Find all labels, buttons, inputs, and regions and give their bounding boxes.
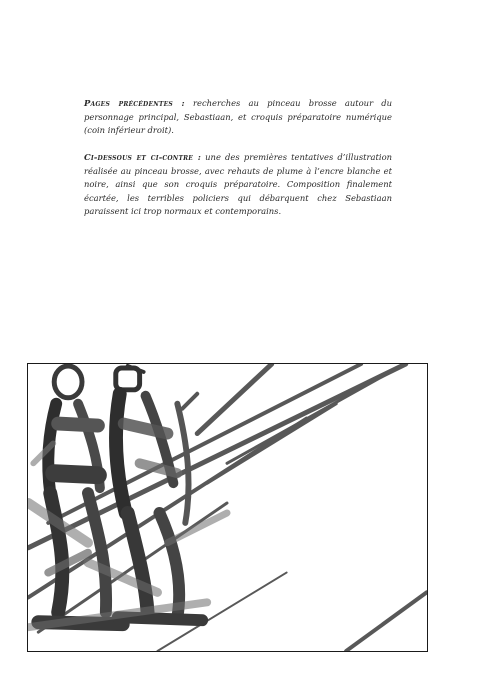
caption-below-opposite <box>84 151 392 219</box>
caption-body: recherches au pinceau brosse autour du personnage principal, Sebastiaan, et croquis préparatoire numérique (coin inférieur droit). <box>84 98 393 136</box>
caption-body: une des premières tentatives d’illustration réalisée au pinceau brosse, avec rehauts de plume à l’encre blanche et noire, ainsi que son croquis préparatoire. Composition finalement écartée, les terribles policiers qui débarquent chez Sebastiaan paraissent ici trop normaux et contemporains. <box>84 152 393 217</box>
sketch-figures-image <box>28 364 427 651</box>
caption-previous-pages <box>84 97 392 138</box>
caption-lead: Ci-dessous et ci-contre : <box>84 152 201 162</box>
sketch-illustration <box>27 363 428 652</box>
caption-lead: Pages précédentes : <box>84 98 185 108</box>
